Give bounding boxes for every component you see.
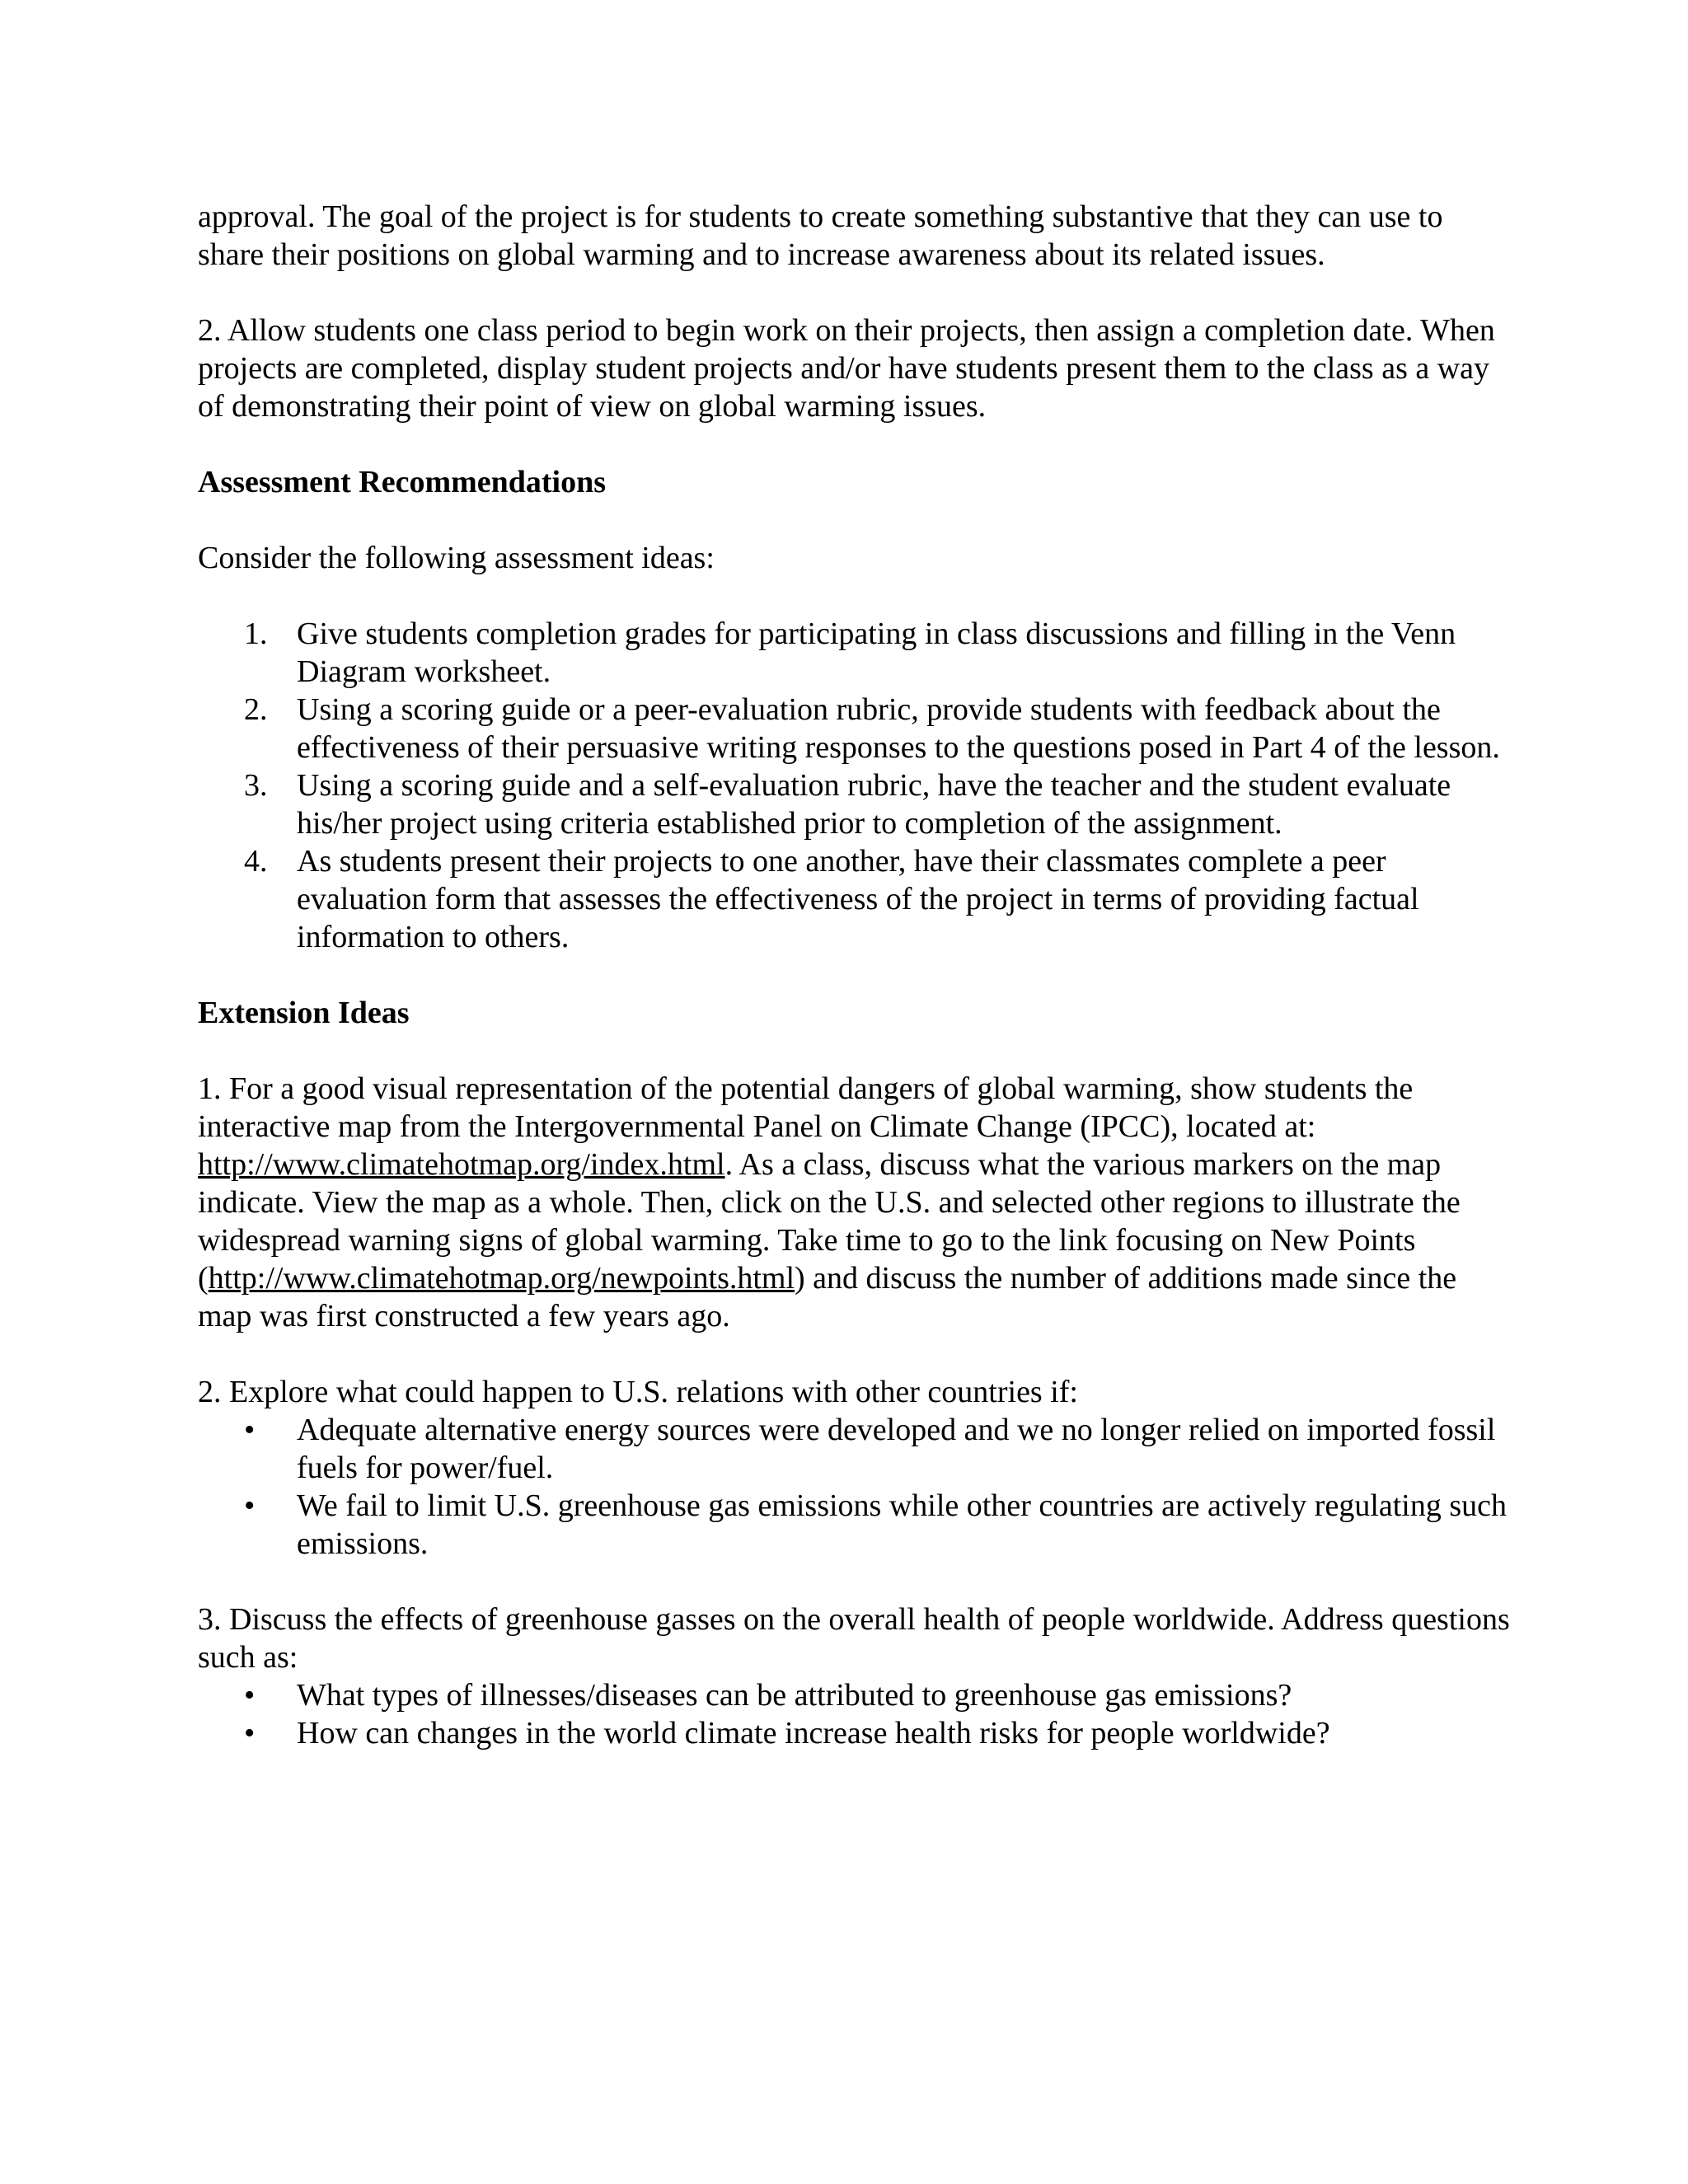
bullet-icon: • (244, 1716, 256, 1750)
bullet-item (198, 1714, 1517, 1752)
assessment-item (198, 691, 1517, 766)
step-2-paragraph: 2. Allow students one class period to begin work on their projects, then assign a completion date. When projects are completed, display student projects and/or have students present them to the class as a way of demonstrating their point of view on global warming issues. (198, 313, 1495, 424)
assessment-item-text: Using a scoring guide or a peer-evaluation rubric, provide students with feedback about the effectiveness of their persuasive writing responses to the questions posed in Part 4 of the lesson. (297, 692, 1500, 765)
idea-1-text-part-1: 1. For a good visual representation of the potential dangers of global warming, show students the interactive map from the Intergovernmental Panel on Climate Change (IPCC), located at: (198, 1071, 1414, 1144)
assessment-item-text: Give students completion grades for participating in class discussions and filling in the Venn Diagram worksheet. (297, 616, 1456, 689)
document-page (198, 198, 1517, 1790)
extension-idea-1-paragraph (198, 1070, 1517, 1335)
bullet-item (198, 1676, 1517, 1714)
bullet-item-text: How can changes in the world climate increase health risks for people worldwide? (297, 1716, 1330, 1750)
bullet-item (198, 1487, 1517, 1563)
climatehotmap-index-link[interactable]: http://www.climatehotmap.org/index.html (198, 1147, 725, 1182)
idea-1-text-part-3: ) and discuss the number of additions made since the map was first constructed a few years ago. (198, 1261, 1457, 1333)
bullet-item-text: Adequate alternative energy sources were developed and we no longer relied on imported fossil fuels for power/fuel. (297, 1413, 1496, 1485)
assessment-item-number: 3. (244, 768, 268, 803)
extension-idea-2-bullets (198, 1411, 1517, 1563)
climatehotmap-newpoints-link[interactable]: http://www.climatehotmap.org/newpoints.html (208, 1261, 795, 1296)
bullet-item-text: We fail to limit U.S. greenhouse gas emissions while other countries are actively regulating such emissions. (297, 1488, 1507, 1561)
intro-continuation-paragraph: approval. The goal of the project is for students to create something substantive that they can use to share their positions on global warming and to increase awareness about its related issues. (198, 199, 1443, 272)
bullet-icon: • (244, 1678, 256, 1713)
extension-idea-3-bullets (198, 1676, 1517, 1752)
extension-idea-2-lead: 2. Explore what could happen to U.S. relations with other countries if: (198, 1375, 1078, 1409)
assessment-item (198, 766, 1517, 842)
idea-1-text-part-2: . As a class, discuss what the various markers on the map indicate. View the map as a whole. Then, click on the U.S. and selected other regions to illustrate the widespread warning signs of global warming. Take time to go to the link focusing on New Points ( (198, 1147, 1461, 1296)
assessment-item-text: Using a scoring guide and a self-evaluation rubric, have the teacher and the student evaluate his/her project using criteria established prior to completion of the assignment. (297, 768, 1451, 841)
assessment-item (198, 615, 1517, 691)
assessment-item-number: 2. (244, 692, 268, 727)
assessment-heading: Assessment Recommendations (198, 465, 607, 499)
assessment-list (198, 615, 1517, 956)
assessment-item-number: 1. (244, 616, 268, 651)
bullet-item (198, 1411, 1517, 1487)
assessment-item-text: As students present their projects to one another, have their classmates complete a peer evaluation form that assesses the effectiveness of the project in terms of providing factual information to others. (297, 844, 1419, 954)
bullet-item-text: What types of illnesses/diseases can be attributed to greenhouse gas emissions? (297, 1678, 1292, 1713)
bullet-icon: • (244, 1413, 256, 1447)
assessment-lead: Consider the following assessment ideas: (198, 541, 715, 575)
extension-heading: Extension Ideas (198, 996, 410, 1030)
assessment-item-number: 4. (244, 844, 268, 879)
bullet-icon: • (244, 1488, 256, 1523)
extension-idea-3-lead: 3. Discuss the effects of greenhouse gasses on the overall health of people worldwide. Address questions such as: (198, 1602, 1510, 1675)
assessment-item (198, 842, 1517, 956)
